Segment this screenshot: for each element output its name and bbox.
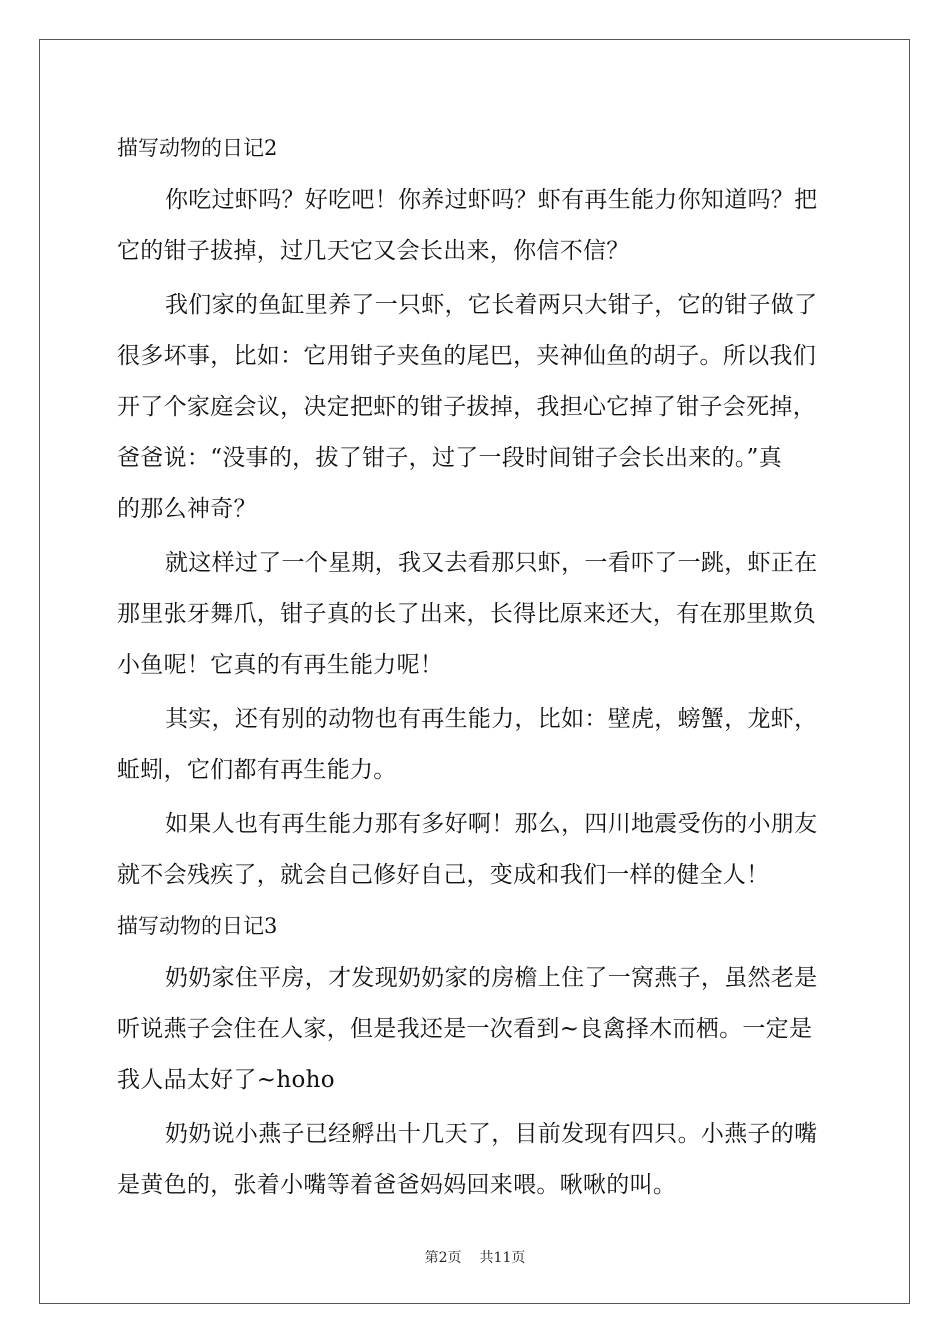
text-line: 爸爸说：“没事的，拔了钳子，过了一段时间钳子会长出来的。”真 xyxy=(117,445,783,471)
document-body xyxy=(117,126,835,1214)
section-heading: 描写动物的日记2 xyxy=(117,136,278,160)
section-heading: 描写动物的日记3 xyxy=(117,914,278,938)
paragraph xyxy=(117,694,835,796)
text-line: 小鱼呢！它真的有再生能力呢！ xyxy=(117,652,444,678)
text-line: 的那么神奇？ xyxy=(117,496,257,522)
text-line: 如果人也有再生能力那有多好啊！那么，四川地震受伤的小朋友 xyxy=(165,811,818,837)
text-line: 那里张牙舞爪，钳子真的长了出来，长得比原来还大，有在那里欺负 xyxy=(117,601,816,627)
text-line: 蚯蚓，它们都有再生能力。 xyxy=(117,757,397,783)
page-number: 第2页 xyxy=(424,1250,462,1266)
text-line: 是黄色的，张着小嘴等着爸爸妈妈回来喂。啾啾的叫。 xyxy=(117,1172,677,1198)
text-line: 开了个家庭会议，决定把虾的钳子拔掉，我担心它掉了钳子会死掉， xyxy=(117,394,816,420)
page-total: 共11页 xyxy=(479,1250,526,1266)
text-line: 我们家的鱼缸里养了一只虾，它长着两只大钳子，它的钳子做了 xyxy=(165,292,818,318)
text-line: 我人品太好了~hoho xyxy=(117,1067,335,1093)
paragraph xyxy=(117,799,835,901)
paragraph xyxy=(117,953,835,1106)
paragraph xyxy=(117,280,835,535)
text-line: 很多坏事，比如：它用钳子夹鱼的尾巴，夹神仙鱼的胡子。所以我们 xyxy=(117,343,816,369)
text-line: 奶奶说小燕子已经孵出十几天了，目前发现有四只。小燕子的嘴 xyxy=(165,1121,818,1147)
paragraph xyxy=(117,175,835,277)
text-line: 就这样过了一个星期，我又去看那只虾，一看吓了一跳，虾正在 xyxy=(165,550,818,576)
paragraph xyxy=(117,1109,835,1211)
page-footer xyxy=(0,1247,950,1267)
text-line: 奶奶家住平房，才发现奶奶家的房檐上住了一窝燕子，虽然老是 xyxy=(165,965,818,991)
text-line: 就不会残疾了，就会自己修好自己，变成和我们一样的健全人！ xyxy=(117,862,770,888)
text-line: 你吃过虾吗？好吃吧！你养过虾吗？虾有再生能力你知道吗？把 xyxy=(165,187,818,213)
text-line: 它的钳子拔掉，过几天它又会长出来，你信不信？ xyxy=(117,238,630,264)
text-line: 听说燕子会住在人家，但是我还是一次看到~良禽择木而栖。一定是 xyxy=(117,1016,813,1042)
text-line: 其实，还有别的动物也有再生能力，比如：壁虎，螃蟹，龙虾， xyxy=(165,706,818,732)
paragraph xyxy=(117,538,835,691)
